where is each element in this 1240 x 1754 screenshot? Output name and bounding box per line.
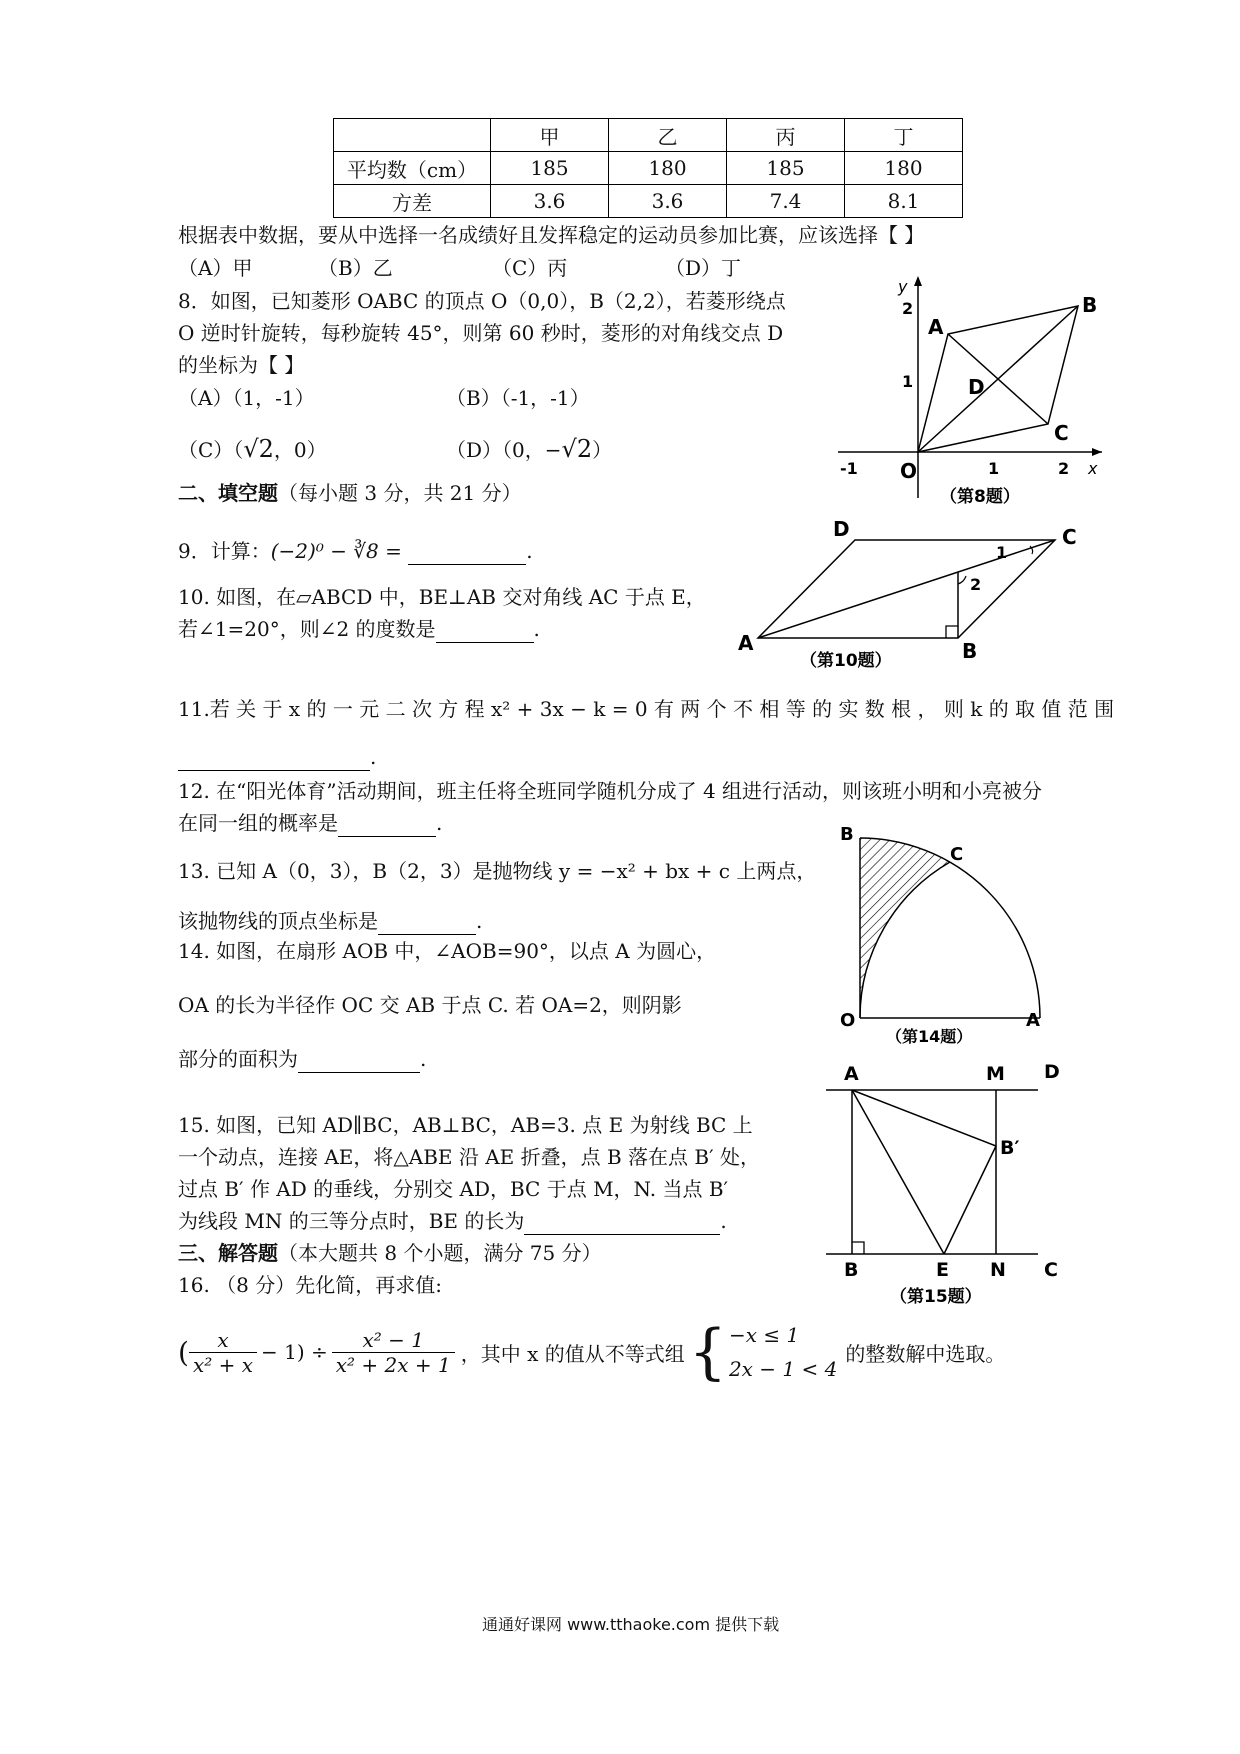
table-header-row bbox=[334, 119, 963, 152]
q10-line1: 10. 如图，在▱ABCD 中，BE⊥AB 交对角线 AC 于点 E， bbox=[178, 585, 706, 609]
figure-10-parallelogram bbox=[730, 520, 1090, 670]
q8-line3: 的坐标为【 】 bbox=[178, 353, 305, 377]
fig8-point-a: A bbox=[928, 315, 944, 339]
table-row bbox=[334, 185, 963, 218]
fig8-point-d: D bbox=[968, 375, 985, 399]
q11-text: 11.若 关 于 x 的 一 元 二 次 方 程 x² + 3x − k = 0 有 两 个 不 相 等 的 实 数 根 ， 则 k 的 取 值 范 围 bbox=[178, 697, 1115, 721]
q14-answer-blank[interactable] bbox=[298, 1046, 420, 1073]
q8-option-d bbox=[446, 436, 612, 463]
q10-line2 bbox=[178, 616, 540, 643]
fig10-point-b: B bbox=[962, 639, 978, 663]
fig8-axis-y: y bbox=[898, 277, 908, 296]
fig15-point-c: C bbox=[1044, 1259, 1058, 1281]
q7-option-d: （D）丁 bbox=[665, 256, 742, 280]
q16-expression bbox=[178, 1318, 1005, 1386]
q13-answer-blank[interactable] bbox=[378, 908, 476, 935]
q16-fraction-1 bbox=[189, 1328, 257, 1377]
fig8-origin: O bbox=[900, 459, 918, 483]
fig8-axis-x: x bbox=[1088, 459, 1098, 478]
fig10-angle-2: 2 bbox=[970, 575, 982, 594]
q13-line2 bbox=[178, 908, 482, 935]
q7-option-a: （A）甲 bbox=[178, 256, 253, 280]
q8-option-c bbox=[178, 436, 327, 463]
q8-option-d-post: ） bbox=[592, 438, 613, 462]
q11-answer bbox=[178, 744, 376, 771]
table-header-cell: 丙 bbox=[727, 119, 845, 152]
q15-answer-blank[interactable] bbox=[524, 1208, 720, 1235]
q16-open-paren: ( bbox=[178, 1335, 189, 1369]
q10-answer-blank[interactable] bbox=[436, 616, 534, 643]
fig8-point-b: B bbox=[1082, 293, 1098, 317]
fig10-point-c: C bbox=[1062, 525, 1077, 549]
q8-option-c-pre: （C）（ bbox=[178, 438, 244, 462]
q16-fraction-1-numerator: x bbox=[189, 1328, 257, 1353]
q16-inequality-2: 2x − 1 < 4 bbox=[728, 1357, 838, 1381]
table-cell: 180 bbox=[609, 152, 727, 185]
q16-tail-text: 的整数解中选取。 bbox=[845, 1341, 1006, 1366]
q14-line1: 14. 如图，在扇形 AOB 中，∠AOB=90°，以点 A 为圆心， bbox=[178, 939, 717, 963]
fig8-point-c: C bbox=[1054, 421, 1069, 445]
fig14-point-c: C bbox=[950, 844, 964, 865]
fig15-point-d: D bbox=[1044, 1061, 1060, 1083]
fig8-tick-x1: 1 bbox=[988, 459, 1000, 478]
table-header-cell: 丁 bbox=[845, 119, 963, 152]
figure-8-rhombus bbox=[830, 268, 1110, 508]
fig10-point-d: D bbox=[833, 520, 850, 541]
q14-suffix: . bbox=[420, 1047, 427, 1071]
q16-middle-text: ，其中 x 的值从不等式组 bbox=[460, 1341, 685, 1366]
q8-option-c-post: ，0） bbox=[273, 438, 327, 462]
fig15-point-b: B bbox=[844, 1259, 859, 1281]
q9-suffix: . bbox=[526, 539, 533, 563]
q12-suffix: . bbox=[436, 811, 443, 835]
section-2-note: （每小题 3 分，共 21 分） bbox=[278, 481, 522, 505]
fig14-caption: （第14题） bbox=[886, 1027, 973, 1044]
q16-line1: 16. （8 分）先化简，再求值: bbox=[178, 1273, 442, 1297]
q8-line1: 8．如图，已知菱形 OABC 的顶点 O（0,0），B（2,2），若菱形绕点 bbox=[178, 289, 786, 313]
fig10-point-a: A bbox=[738, 631, 754, 655]
q11-suffix: . bbox=[370, 745, 377, 769]
figure-15-fold bbox=[818, 1060, 1076, 1310]
table-cell: 7.4 bbox=[727, 185, 845, 218]
q8-line2: O 逆时针旋转，每秒旋转 45°，则第 60 秒时，菱形的对角线交点 D bbox=[178, 321, 784, 345]
fig14-point-b: B bbox=[840, 824, 854, 845]
q13-line2-text: 该抛物线的顶点坐标是 bbox=[178, 909, 378, 933]
q16-fraction-2-denominator: x² + 2x + 1 bbox=[335, 1352, 451, 1377]
q12-line1: 12. 在“阳光体育”活动期间，班主任将全班同学随机分成了 4 组进行活动，则该班小明和小亮被分 bbox=[178, 779, 1043, 803]
fig15-caption: （第15题） bbox=[890, 1287, 982, 1307]
q15-line2: 一个动点，连接 AE，将△ABE 沿 AE 折叠，点 B 落在点 B′ 处， bbox=[178, 1145, 761, 1169]
fig15-point-n: N bbox=[990, 1259, 1006, 1281]
q8-option-c-radical: √2 bbox=[243, 435, 274, 463]
q14-line3-text: 部分的面积为 bbox=[178, 1047, 298, 1071]
q16-fraction-2-numerator: x² − 1 bbox=[332, 1328, 455, 1353]
table-cell: 180 bbox=[845, 152, 963, 185]
section-3-note: （本大题共 8 个小题，满分 75 分） bbox=[278, 1241, 602, 1265]
page-footer: 通通好课网 www.tthaoke.com 提供下载 bbox=[482, 1615, 780, 1634]
table-row-label: 平均数（cm） bbox=[334, 152, 491, 185]
fig15-point-a: A bbox=[844, 1063, 859, 1085]
q8-option-a: （A）（1，-1） bbox=[178, 386, 315, 410]
table-cell: 185 bbox=[727, 152, 845, 185]
fig15-point-e: E bbox=[936, 1259, 949, 1281]
q14-line3 bbox=[178, 1046, 426, 1073]
section-2-title: 二、填空题 bbox=[178, 481, 278, 505]
figure-14-sector bbox=[838, 812, 1048, 1044]
table-header-cell bbox=[334, 119, 491, 152]
q15-suffix: . bbox=[720, 1209, 727, 1233]
q9-expression: (−2)⁰ − ∛8 = bbox=[270, 539, 402, 563]
table-cell: 3.6 bbox=[609, 185, 727, 218]
fig15-point-m: M bbox=[986, 1063, 1005, 1085]
fig10-angle-1: 1 bbox=[996, 543, 1008, 562]
q11-answer-blank[interactable] bbox=[178, 744, 370, 771]
fig8-tick-y2: 2 bbox=[902, 299, 914, 318]
table-cell: 3.6 bbox=[491, 185, 609, 218]
q8-option-d-radical: √2 bbox=[561, 435, 593, 463]
table-cell: 185 bbox=[491, 152, 609, 185]
q8-option-d-pre: （D）（0，− bbox=[446, 438, 562, 462]
q8-option-b: （B）（-1，-1） bbox=[446, 386, 590, 410]
table-row bbox=[334, 152, 963, 185]
table-cell: 8.1 bbox=[845, 185, 963, 218]
fig14-point-a: A bbox=[1026, 1010, 1040, 1031]
fig10-caption: （第10题） bbox=[800, 651, 892, 670]
fig8-caption: （第8题） bbox=[940, 487, 1020, 507]
q9-answer-blank[interactable] bbox=[408, 538, 526, 565]
q9-prefix: 9．计算： bbox=[178, 539, 271, 563]
fig15-point-b-prime: B′ bbox=[1000, 1137, 1020, 1159]
q15-line1: 15. 如图，已知 AD∥BC，AB⊥BC，AB=3. 点 E 为射线 BC 上 bbox=[178, 1113, 753, 1137]
section-2-heading bbox=[178, 480, 522, 506]
fig14-point-o: O bbox=[840, 1010, 856, 1031]
fig8-tick-y1: 1 bbox=[902, 372, 914, 391]
fig8-tick-x2: 2 bbox=[1058, 459, 1070, 478]
q9 bbox=[178, 538, 533, 565]
q12-line2 bbox=[178, 810, 442, 837]
fig8-tick-xneg1: -1 bbox=[840, 459, 858, 478]
q13-line1: 13. 已知 A（0，3），B（2，3）是抛物线 y = −x² + bx + c 上两点， bbox=[178, 859, 817, 883]
q12-line2-text: 在同一组的概率是 bbox=[178, 811, 338, 835]
q7-option-c: （C）丙 bbox=[492, 256, 568, 280]
q16-inequality-system bbox=[729, 1318, 837, 1386]
table-header-cell: 乙 bbox=[609, 119, 727, 152]
q16-brace: { bbox=[688, 1317, 727, 1387]
q16-fraction-1-denominator: x² + x bbox=[192, 1352, 253, 1377]
q16-fraction-2 bbox=[332, 1328, 455, 1377]
q15-line4-text: 为线段 MN 的三等分点时，BE 的长为 bbox=[178, 1209, 525, 1233]
q7-option-b: （B）乙 bbox=[318, 256, 393, 280]
q15-line4 bbox=[178, 1208, 727, 1235]
q14-line2: OA 的长为半径作 OC 交 AB 于点 C. 若 OA=2，则阴影 bbox=[178, 993, 682, 1017]
q7-stem: 根据表中数据，要从中选择一名成绩好且发挥稳定的运动员参加比赛，应该选择【 】 bbox=[178, 223, 925, 247]
section-3-heading bbox=[178, 1240, 602, 1266]
section-3-title: 三、解答题 bbox=[178, 1241, 278, 1265]
q16-minus-one: − 1) ÷ bbox=[261, 1340, 328, 1364]
table-header-cell: 甲 bbox=[491, 119, 609, 152]
q10-suffix: . bbox=[533, 617, 540, 641]
q16-inequality-1: −x ≤ 1 bbox=[728, 1323, 800, 1347]
table-row-label: 方差 bbox=[334, 185, 491, 218]
q15-line3: 过点 B′ 作 AD 的垂线，分别交 AD，BC 于点 M，N. 当点 B′ bbox=[178, 1177, 729, 1201]
q10-line2-text: 若∠1=20°，则∠2 的度数是 bbox=[178, 617, 436, 641]
scores-table bbox=[333, 118, 963, 218]
q13-suffix: . bbox=[476, 909, 483, 933]
q12-answer-blank[interactable] bbox=[338, 810, 436, 837]
